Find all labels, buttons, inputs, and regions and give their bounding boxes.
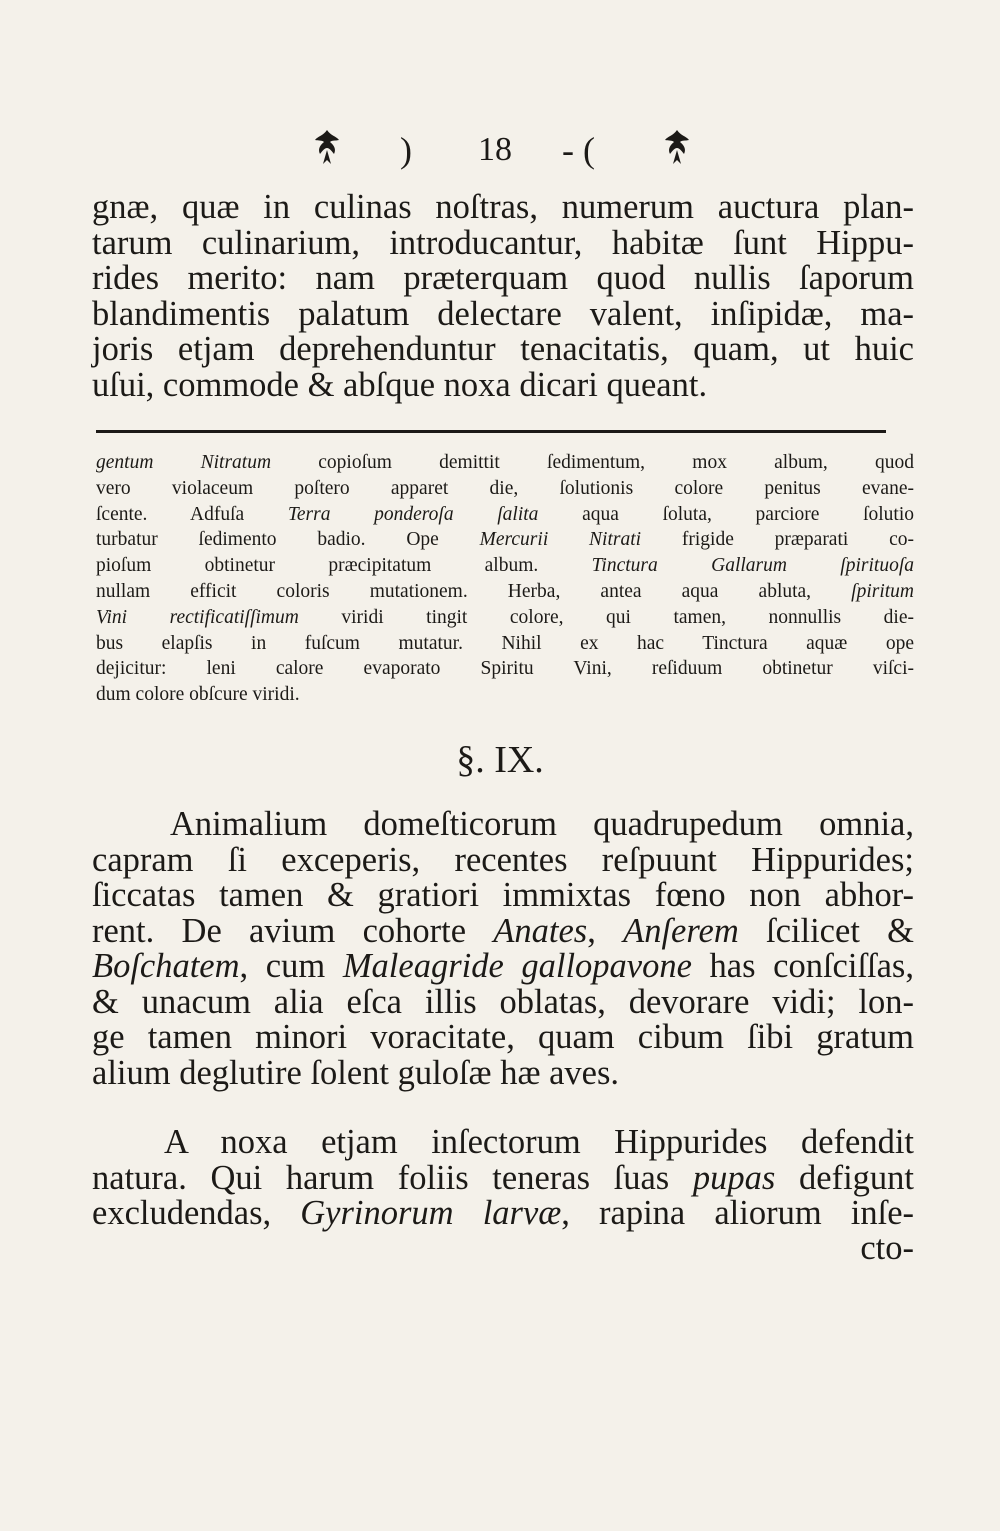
italic-run: Gyrinorum larvæ (300, 1194, 562, 1232)
text-line (96, 631, 914, 657)
paragraph-continued (92, 190, 914, 403)
text-line (96, 579, 914, 605)
text-line (96, 502, 914, 528)
text-line: uſui, commode & abſque noxa dicari queant. (92, 365, 708, 404)
text-run: pioſum obtinetur præcipitatum album. (96, 555, 592, 577)
text-run: frigide præparati co- (641, 529, 915, 551)
text-line (96, 682, 914, 708)
text-run: ſcente. Adfuſa (96, 503, 288, 525)
text-line (96, 450, 914, 476)
text-run: nullam efficit coloris mutationem. Herba, antea aqua abluta, (96, 580, 852, 602)
text-run: vero violaceum poſtero apparet die, ſolutionis colore penitus evane- (96, 477, 914, 499)
italic-run: Anſerem (623, 911, 739, 950)
italic-run: Mercurii Nitrati (479, 529, 642, 551)
text-line (96, 656, 914, 682)
text-line (96, 476, 914, 502)
text-run: alium deglutire ſolent guloſæ hæ aves. (92, 1053, 620, 1092)
text-line (92, 1125, 914, 1161)
italic-run: pupas (692, 1158, 776, 1197)
text-run: bus elapſis in fuſcum mutatur. Nihil ex hac Tinctura aquæ ope (96, 632, 914, 654)
text-line (92, 840, 914, 879)
text-run: turbatur ſedimento badio. Ope (96, 529, 480, 551)
text-line (92, 982, 914, 1021)
text-run: & unacum alia eſca illis oblatas, devorare vidi; lon- (92, 982, 914, 1021)
text-run: ſiccatas tamen & gratiori immixtas fœno non abhor- (92, 876, 914, 914)
header-left-paren: ) (400, 130, 412, 170)
catchword-block (92, 1231, 914, 1267)
text-run: ge tamen minori voracitate, quam cibum ſibi gratum (92, 1018, 914, 1056)
text-run: excludendas, (92, 1194, 301, 1232)
text-line: joris etjam deprehenduntur tenacitatis, quam, ut huic (92, 330, 914, 368)
text-run: copioſum demittit ſedimentum, mox album, quod (271, 452, 914, 473)
fleuron-icon (660, 128, 694, 168)
text-line (96, 605, 914, 631)
text-line (92, 1020, 914, 1056)
italic-run: ſpiritum (851, 580, 914, 602)
text-line (96, 527, 914, 553)
text-line (92, 807, 914, 843)
text-line (92, 878, 914, 914)
text-run: Animalium domeſticorum quadrupedum omnia, (170, 805, 914, 843)
text-run: A noxa etjam inſectorum Hippurides defendit (164, 1123, 914, 1161)
paragraph-insects (92, 1125, 914, 1232)
text-run: , rapina aliorum inſe- (561, 1194, 914, 1232)
text-run: viridi tingit colore, qui tamen, nonnullis die- (298, 606, 914, 628)
italic-run: Anates (493, 911, 588, 950)
text-line (92, 1196, 914, 1232)
italic-run: Tinctura Gallarum ſpirituoſa (591, 555, 914, 577)
text-line (92, 1158, 914, 1197)
catchword: cto- (860, 1229, 914, 1267)
footnote-rule (96, 430, 886, 433)
text-line: blandimentis palatum delectare valent, inſipidæ, ma- (92, 294, 914, 333)
text-line (92, 949, 914, 985)
text-run: , cum (239, 947, 343, 985)
text-line: rides merito: nam præterquam quod nullis ſaporum (92, 259, 914, 297)
text-run: aqua ſoluta, parciore ſolutio (538, 503, 915, 525)
text-run: ſcilicet & (738, 911, 915, 950)
running-head (300, 128, 720, 172)
footnote (96, 450, 914, 708)
text-run: capram ſi exceperis, recentes reſpuunt Hippurides; (92, 840, 914, 879)
text-line (92, 911, 915, 950)
fleuron-icon (310, 128, 344, 168)
text-line: gnæ, quæ in culinas noſtras, numerum auctura plan- (92, 188, 914, 226)
text-line (92, 1053, 914, 1092)
text-line (96, 553, 914, 579)
italic-run: Maleagride gallopavone (342, 947, 692, 985)
italic-run: gentum Nitratum (96, 452, 272, 473)
text-run: dum colore obſcure viridi. (96, 684, 300, 706)
page-number: 18 (478, 131, 512, 168)
text-run: , (587, 911, 624, 950)
italic-run: Vini rectificatiſſimum (96, 606, 299, 628)
section-heading: §. IX. (456, 739, 544, 781)
italic-run: Terra ponderoſa ſalita (287, 503, 539, 525)
text-run: defigunt (775, 1158, 914, 1197)
text-run: natura. Qui harum foliis teneras ſuas (92, 1158, 693, 1197)
italic-run: Boſchatem (92, 947, 240, 985)
paragraph-animals (92, 807, 914, 1091)
header-right-paren: - ( (562, 130, 595, 170)
text-run: has conſciſſas, (691, 947, 914, 985)
text-run: rent. De avium cohorte (92, 911, 494, 950)
text-line: tarum culinarium, introducantur, habitæ ſunt Hippu- (92, 223, 914, 262)
text-run: dejicitur: leni calore evaporato Spiritu Vini, reſiduum obtinetur viſci- (96, 658, 914, 680)
